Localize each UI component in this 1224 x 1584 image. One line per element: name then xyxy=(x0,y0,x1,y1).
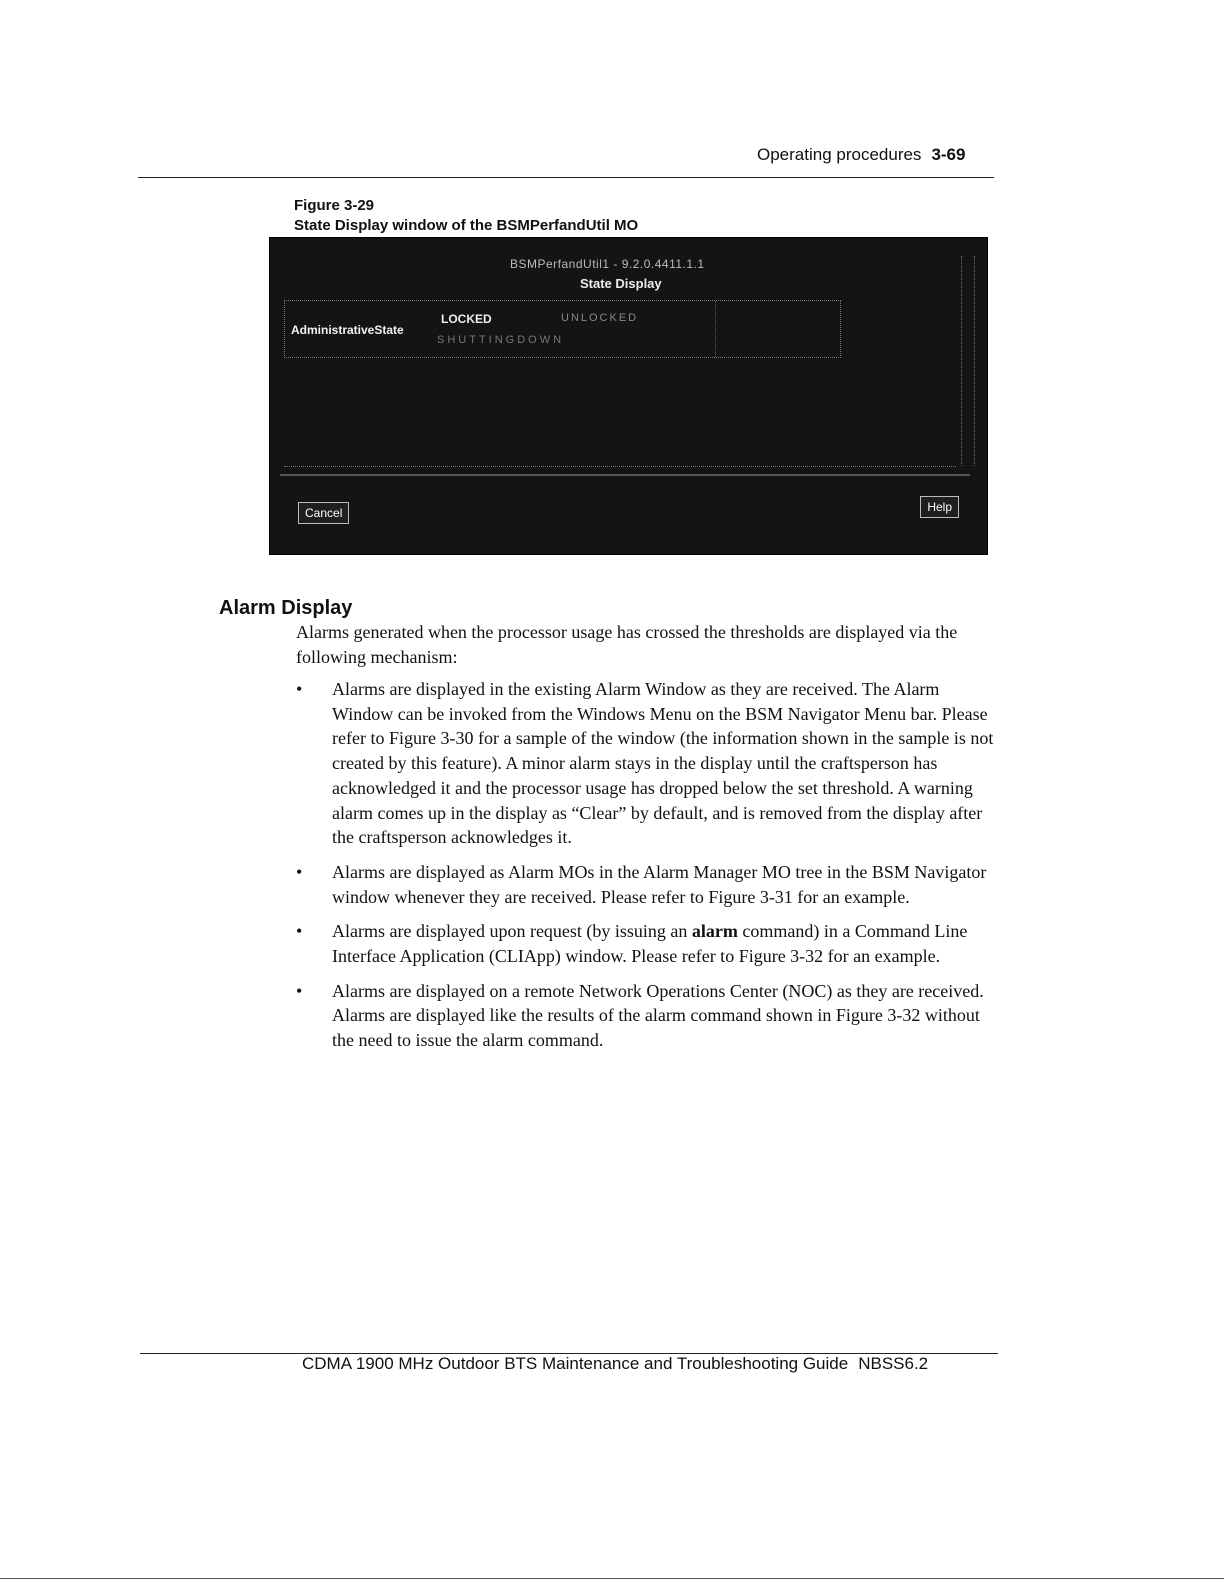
shutting-down-option[interactable]: SHUTTINGDOWN xyxy=(437,334,565,346)
window-title: BSMPerfandUtil1 - 9.2.0.4411.1.1 xyxy=(510,257,705,271)
list-item xyxy=(296,919,996,968)
locked-value[interactable]: LOCKED xyxy=(441,312,492,326)
cancel-button[interactable]: Cancel xyxy=(298,502,349,524)
list-item-text-after: command) in a Command Line Interface Application (CLIApp) window. Please refer to Figure 3-32 for an example. xyxy=(332,921,968,967)
list-item xyxy=(296,860,996,909)
list-item-text: Alarms are displayed in the existing Alarm Window as they are received. The Alarm Window can be invoked from the Windows Menu on the BSM Navigator Menu bar. Please refer to Figure 3-30 for a sample of the window (the information shown in the sample is not created by this feature). A minor alarm stays in the display until the craftsperson has acknowledged it and the processor usage has dropped below the set threshold. A warning alarm comes up in the display as “Clear” by default, and is removed from the display after the craftsperson acknowledges it. xyxy=(332,679,994,848)
help-button[interactable]: Help xyxy=(920,496,959,518)
header-page-number: 3-69 xyxy=(931,145,966,164)
footer-title: CDMA 1900 MHz Outdoor BTS Maintenance and Troubleshooting Guide xyxy=(302,1354,849,1373)
state-panel xyxy=(284,300,841,358)
list-item-text-before: Alarms are displayed upon request (by issuing an xyxy=(332,921,692,942)
header-section: Operating procedures xyxy=(757,145,922,164)
bullet-icon: • xyxy=(296,861,303,882)
administrative-state-label: AdministrativeState xyxy=(291,323,404,337)
scrollbar[interactable] xyxy=(961,256,975,466)
state-display-window xyxy=(269,237,988,555)
list-item xyxy=(296,979,996,1053)
figure-caption xyxy=(294,196,638,236)
bullet-icon: • xyxy=(296,679,303,699)
state-list-area xyxy=(284,368,956,467)
footer-code: NBSS6.2 xyxy=(858,1354,929,1373)
list-item-text: Alarms are displayed on a remote Network Operations Center (NOC) as they are received. Alarms are displayed like the results of the alarm command shown in Figure 3-32 without the need to issue the alarm command. xyxy=(332,980,984,1051)
alarm-command-keyword: alarm xyxy=(691,921,738,942)
section-heading: Alarm Display xyxy=(219,597,353,619)
window-subtitle: State Display xyxy=(580,276,662,291)
intro-paragraph: Alarms generated when the processor usage has crossed the thresholds are displayed via the following mechanism: xyxy=(296,622,958,667)
header-rule xyxy=(138,177,994,178)
figure-title: State Display window of the BSMPerfandUtil MO xyxy=(294,217,639,234)
scan-edge-rule xyxy=(0,1578,1224,1579)
bullet-icon: • xyxy=(296,980,303,1001)
unlocked-option[interactable]: UNLOCKED xyxy=(561,312,639,324)
figure-number: Figure 3-29 xyxy=(294,197,375,214)
window-separator xyxy=(280,474,970,476)
list-item-text: Alarms are displayed as Alarm MOs in the Alarm Manager MO tree in the BSM Navigator window whenever they are received. Please refer to Figure 3-31 for an example. xyxy=(332,861,987,907)
footer-text xyxy=(302,1354,928,1374)
panel-divider xyxy=(715,301,716,357)
bullet-icon: • xyxy=(296,921,303,942)
header-text xyxy=(757,145,965,165)
list-item xyxy=(296,677,996,850)
bullet-list xyxy=(296,677,996,1063)
